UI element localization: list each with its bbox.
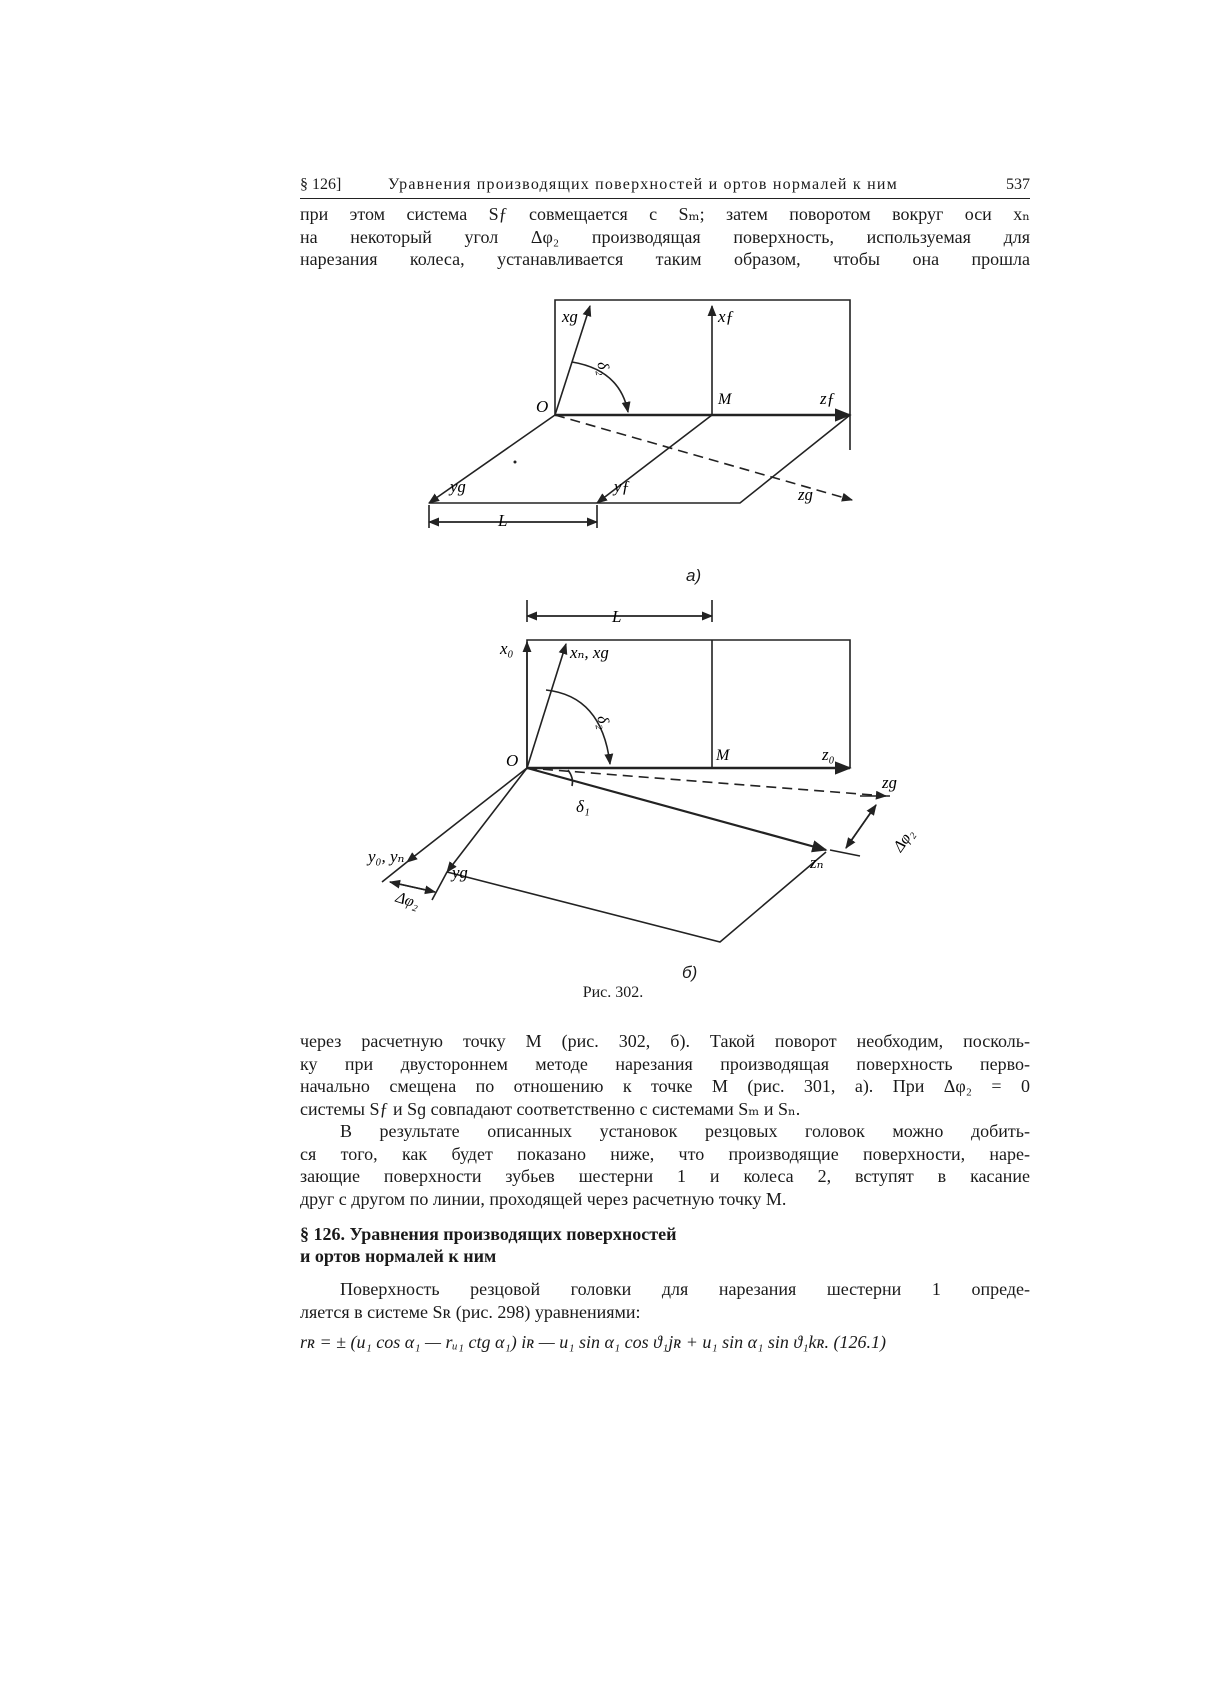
figure-b-sublabel: б) xyxy=(682,963,698,982)
axis-yg xyxy=(447,768,527,872)
label-zg: zɡ xyxy=(882,773,898,792)
label-zg: zɡ xyxy=(798,485,814,504)
label-M: M xyxy=(718,391,732,408)
heading-line: § 126. Уравнения производящих поверхностей xyxy=(300,1224,677,1244)
label-y0-yn: y₀, yₙ xyxy=(368,847,405,866)
text-line: при этом система Sƒ совмещается с Sₘ; затем поворотом вокруг оси xₙ xyxy=(300,204,1030,224)
label-z0: z₀ xyxy=(822,745,835,764)
paragraph-result xyxy=(300,1120,1030,1210)
text-line: друг с другом по линии, проходящей через расчетную точку M. xyxy=(300,1188,787,1209)
header-section: § 126] xyxy=(300,176,342,193)
text-line: через расчетную точку M (рис. 302, б). Такой поворот необходим, посколь- xyxy=(300,1031,1030,1051)
dim-line-dphi xyxy=(846,805,876,848)
label-delta1: δ₁ xyxy=(576,797,590,816)
text-line: системы Sƒ и Sɡ совпадают соответственно с системами Sₘ и Sₙ. xyxy=(300,1098,801,1119)
equation-126-1: rʀ = ± (u₁ cos α₁ — rᵤ₁ ctg α₁) iʀ — u₁ sin α₁ cos ϑ₁jʀ + u₁ sin α₁ sin ϑ₁kʀ. (126.1) xyxy=(300,1332,886,1352)
text-line: ляется в системе Sʀ (рис. 298) уравнениями: xyxy=(300,1301,641,1322)
label-zf: zƒ xyxy=(820,389,836,408)
figure-caption: Рис. 302. xyxy=(582,984,644,1001)
frame-line xyxy=(447,852,826,942)
text-line: ся того, как будет показано ниже, что производящие поверхности, наре- xyxy=(300,1143,1030,1164)
label-angle: δ₂ xyxy=(593,714,613,731)
heading-line: и ортов нормалей к ним xyxy=(300,1246,497,1266)
paragraph-continuation xyxy=(300,1030,1030,1120)
text-line: начально смещена по отношению к точке M (рис. 301, а). При Δφ₂ = 0 xyxy=(300,1076,1030,1096)
figure-a-sublabel: а) xyxy=(686,566,702,585)
running-header xyxy=(300,176,1030,199)
figure-302b xyxy=(368,600,930,960)
page-number: 537 xyxy=(1006,176,1030,193)
delta1-arc xyxy=(568,770,573,786)
axis-yg xyxy=(429,415,555,503)
text-line: нарезания колеса, устанавливается таким образом, чтобы она прошла xyxy=(300,249,1030,269)
label-xg: xɡ xyxy=(562,307,579,326)
text-line: В результате описанных установок резцовых головок можно добить- xyxy=(340,1121,1030,1141)
label-O: O xyxy=(536,397,549,416)
label-x0: x₀ xyxy=(500,639,514,658)
label-xn-xg: xₙ, xɡ xyxy=(570,643,609,662)
label-yf: yƒ xyxy=(614,477,631,496)
label-yg: yɡ xyxy=(452,863,469,882)
axis-y0-yn xyxy=(407,768,527,862)
dim-line-dphi xyxy=(390,882,435,892)
axis-xn-xg xyxy=(527,644,566,768)
label-dphi-right: Δφ₂ xyxy=(890,825,918,856)
label-O: O xyxy=(506,751,519,770)
label-M: M xyxy=(716,747,730,764)
label-yg: yɡ xyxy=(450,477,467,496)
figure-302a xyxy=(420,300,900,580)
label-L: L xyxy=(612,607,622,626)
label-dphi-left: Δφ₂ xyxy=(393,889,422,913)
label-L: L xyxy=(498,511,508,530)
text-line: зающие поверхности зубьев шестерни 1 и колеса 2, вступят в касание xyxy=(300,1166,1030,1186)
text-line: ку при двустороннем методе нарезания производящая поверхность перво- xyxy=(300,1053,1030,1074)
text-line: на некоторый угол Δφ₂ производящая поверхность, используемая для xyxy=(300,226,1030,247)
label-zn: zₙ xyxy=(810,853,824,872)
section-heading xyxy=(300,1223,900,1267)
header-title: Уравнения производящих поверхностей и ортов нормалей к ним xyxy=(388,176,898,193)
label-angle: δ₂ xyxy=(593,360,613,377)
text-line: Поверхность резцовой головки для нарезания шестерни 1 опреде- xyxy=(340,1279,1030,1299)
paragraph-surface xyxy=(300,1278,1030,1323)
paragraph-intro xyxy=(300,203,1030,271)
label-xf: xƒ xyxy=(718,307,735,326)
